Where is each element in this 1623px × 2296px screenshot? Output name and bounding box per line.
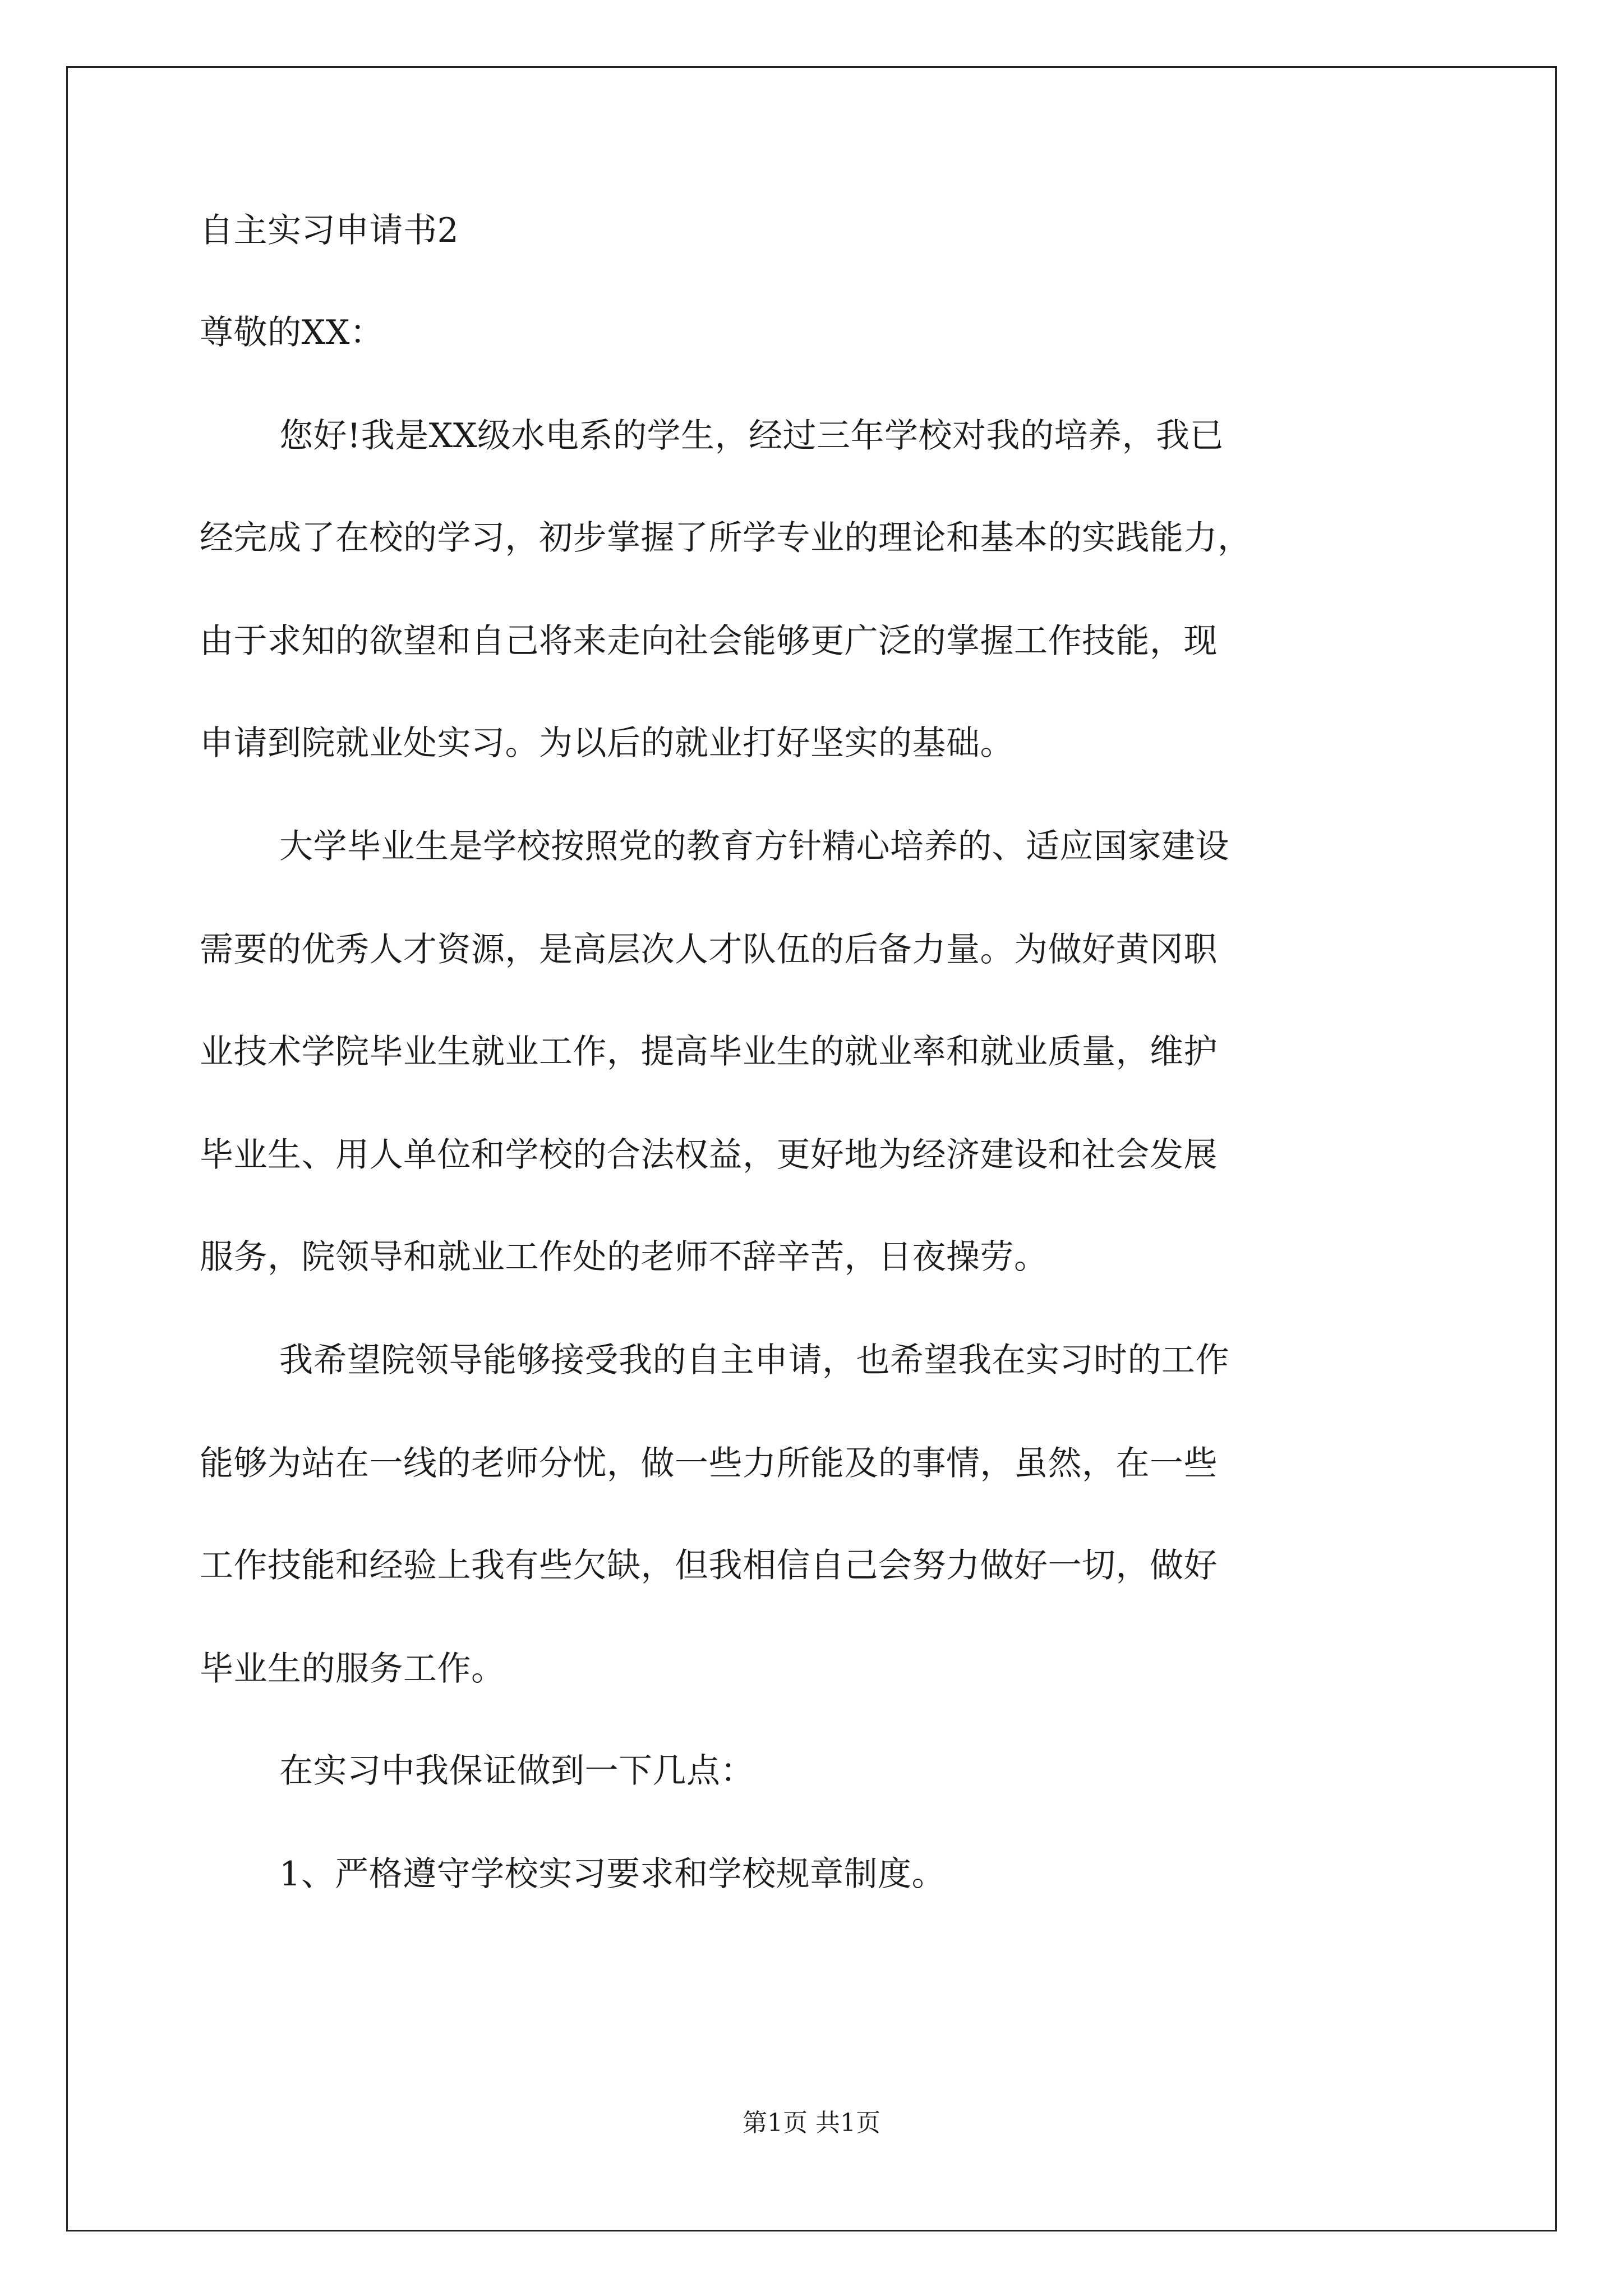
- paragraph-2-line-4: 毕业生、用人单位和学校的合法权益，更好地为经济建设和社会发展: [200, 1135, 1218, 1175]
- document-title: 自主实习申请书2: [200, 211, 459, 250]
- paragraph-3-line-1: 我希望院领导能够接受我的自主申请，也希望我在实习时的工作: [279, 1341, 1229, 1380]
- salutation: 尊敬的XX：: [200, 313, 384, 352]
- list-item-1: 1、严格遵守学校实习要求和学校规章制度。: [279, 1855, 946, 1894]
- paragraph-3-line-2: 能够为站在一线的老师分忧，做一些力所能及的事情，虽然，在一些: [200, 1444, 1218, 1483]
- paragraph-4: 在实习中我保证做到一下几点：: [279, 1751, 754, 1791]
- paragraph-3-line-4: 毕业生的服务工作。: [200, 1649, 505, 1688]
- paragraph-1-line-2: 经完成了在校的学习，初步掌握了所学专业的理论和基本的实践能力，: [200, 518, 1252, 558]
- paragraph-2-line-2: 需要的优秀人才资源，是高层次人才队伍的后备力量。为做好黄冈职: [200, 930, 1218, 969]
- paragraph-1-line-1: 您好!我是XX级水电系的学生，经过三年学校对我的培养，我已: [279, 416, 1224, 455]
- paragraph-2-line-1: 大学毕业生是学校按照党的教育方针精心培养的、适应国家建设: [279, 827, 1229, 866]
- paragraph-3-line-3: 工作技能和经验上我有些欠缺，但我相信自己会努力做好一切，做好: [200, 1546, 1218, 1585]
- paragraph-1-line-4: 申请到院就业处实习。为以后的就业打好坚实的基础。: [200, 724, 1014, 763]
- paragraph-2-line-3: 业技术学院毕业生就业工作，提高毕业生的就业率和就业质量，维护: [200, 1032, 1218, 1071]
- paragraph-2-line-5: 服务，院领导和就业工作处的老师不辞辛苦，日夜操劳。: [200, 1237, 1048, 1277]
- paragraph-1-line-3: 由于求知的欲望和自己将来走向社会能够更广泛的掌握工作技能，现: [200, 622, 1218, 661]
- page-number-footer: 第1页 共1页: [743, 2109, 880, 2137]
